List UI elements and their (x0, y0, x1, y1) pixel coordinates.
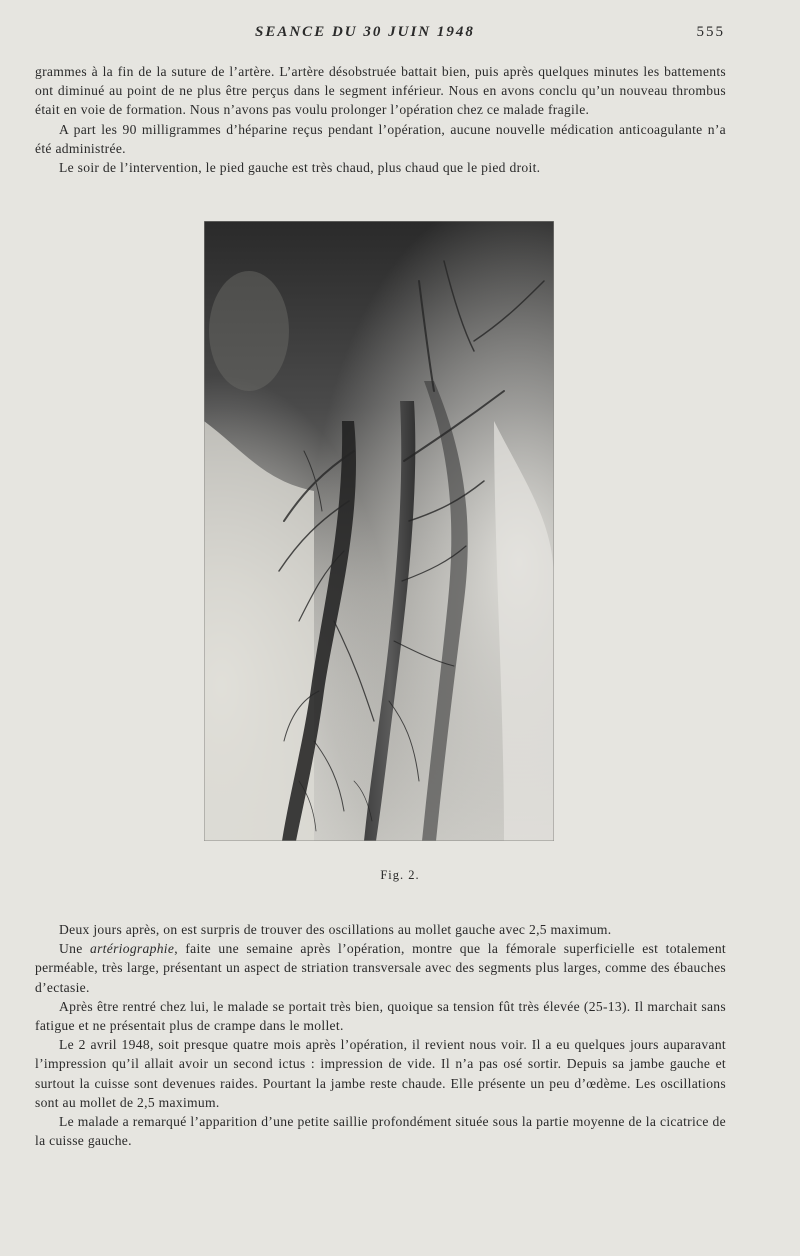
text-run: Une (59, 941, 90, 957)
paragraph (35, 939, 726, 997)
paragraph: Le 2 avril 1948, soit presque quatre mois après l’opération, il revient nous voir. Il a eu quelques jours auparavant l’impression qu’il allait avoir un second ictus : impression de vide. Il n’a pas osé sortir. Depuis sa jambe gauche et surtout la cuisse sont devenues raides. Pourtant la jambe reste chaude. Elle présente un peu d’œdème. Les oscillations sont au mollet de 2,5 maximum. (35, 1037, 726, 1110)
text-block-top (35, 62, 726, 177)
arteriogram-figure (204, 221, 554, 841)
header-title: SEANCE DU 30 JUIN 1948 (255, 24, 475, 40)
paragraph: Le soir de l’intervention, le pied gauche est très chaud, plus chaud que le pied droit. (59, 160, 541, 176)
arteriogram-image (204, 221, 554, 841)
text-run: , faite une semaine après l’opération, montre que la fémorale superficielle est totalement perméable, très large, présentant un aspect de striation transversale avec des segments plus larges, comme des ébauches d’ectasie. (35, 941, 726, 995)
text-block-bottom (35, 920, 726, 1150)
page-number: 555 (696, 24, 725, 40)
paragraph: Après être rentré chez lui, le malade se portait très bien, quoique sa tension fût très élevée (25-13). Il marchait sans fatigue et ne présentait plus de crampe dans le mollet. (35, 998, 726, 1034)
paragraph: Deux jours après, on est surpris de trouver des oscillations au mollet gauche avec 2,5 maximum. (59, 922, 612, 937)
running-header (0, 24, 800, 44)
paragraph: grammes à la fin de la suture de l’artère. L’artère désobstruée battait bien, puis après quelques minutes les battements ont diminué au point de ne plus être perçus dans le segment inférieur. Nous en avons conclu qu’un nouveau thrombus était en voie de formation. Nous n’avons pas voulu prolonger l’opération chez ce malade fragile. (35, 64, 726, 118)
paragraph: A part les 90 milligrammes d’héparine reçus pendant l’opération, aucune nouvelle médication anticoagulante n’a été administrée. (35, 121, 726, 156)
paragraph: Le malade a remarqué l’apparition d’une petite saillie profondément située sous la partie moyenne de la cicatrice de la cuisse gauche. (35, 1114, 726, 1149)
figure-caption: Fig. 2. (380, 868, 420, 882)
italic-term: artériographie (89, 941, 175, 957)
